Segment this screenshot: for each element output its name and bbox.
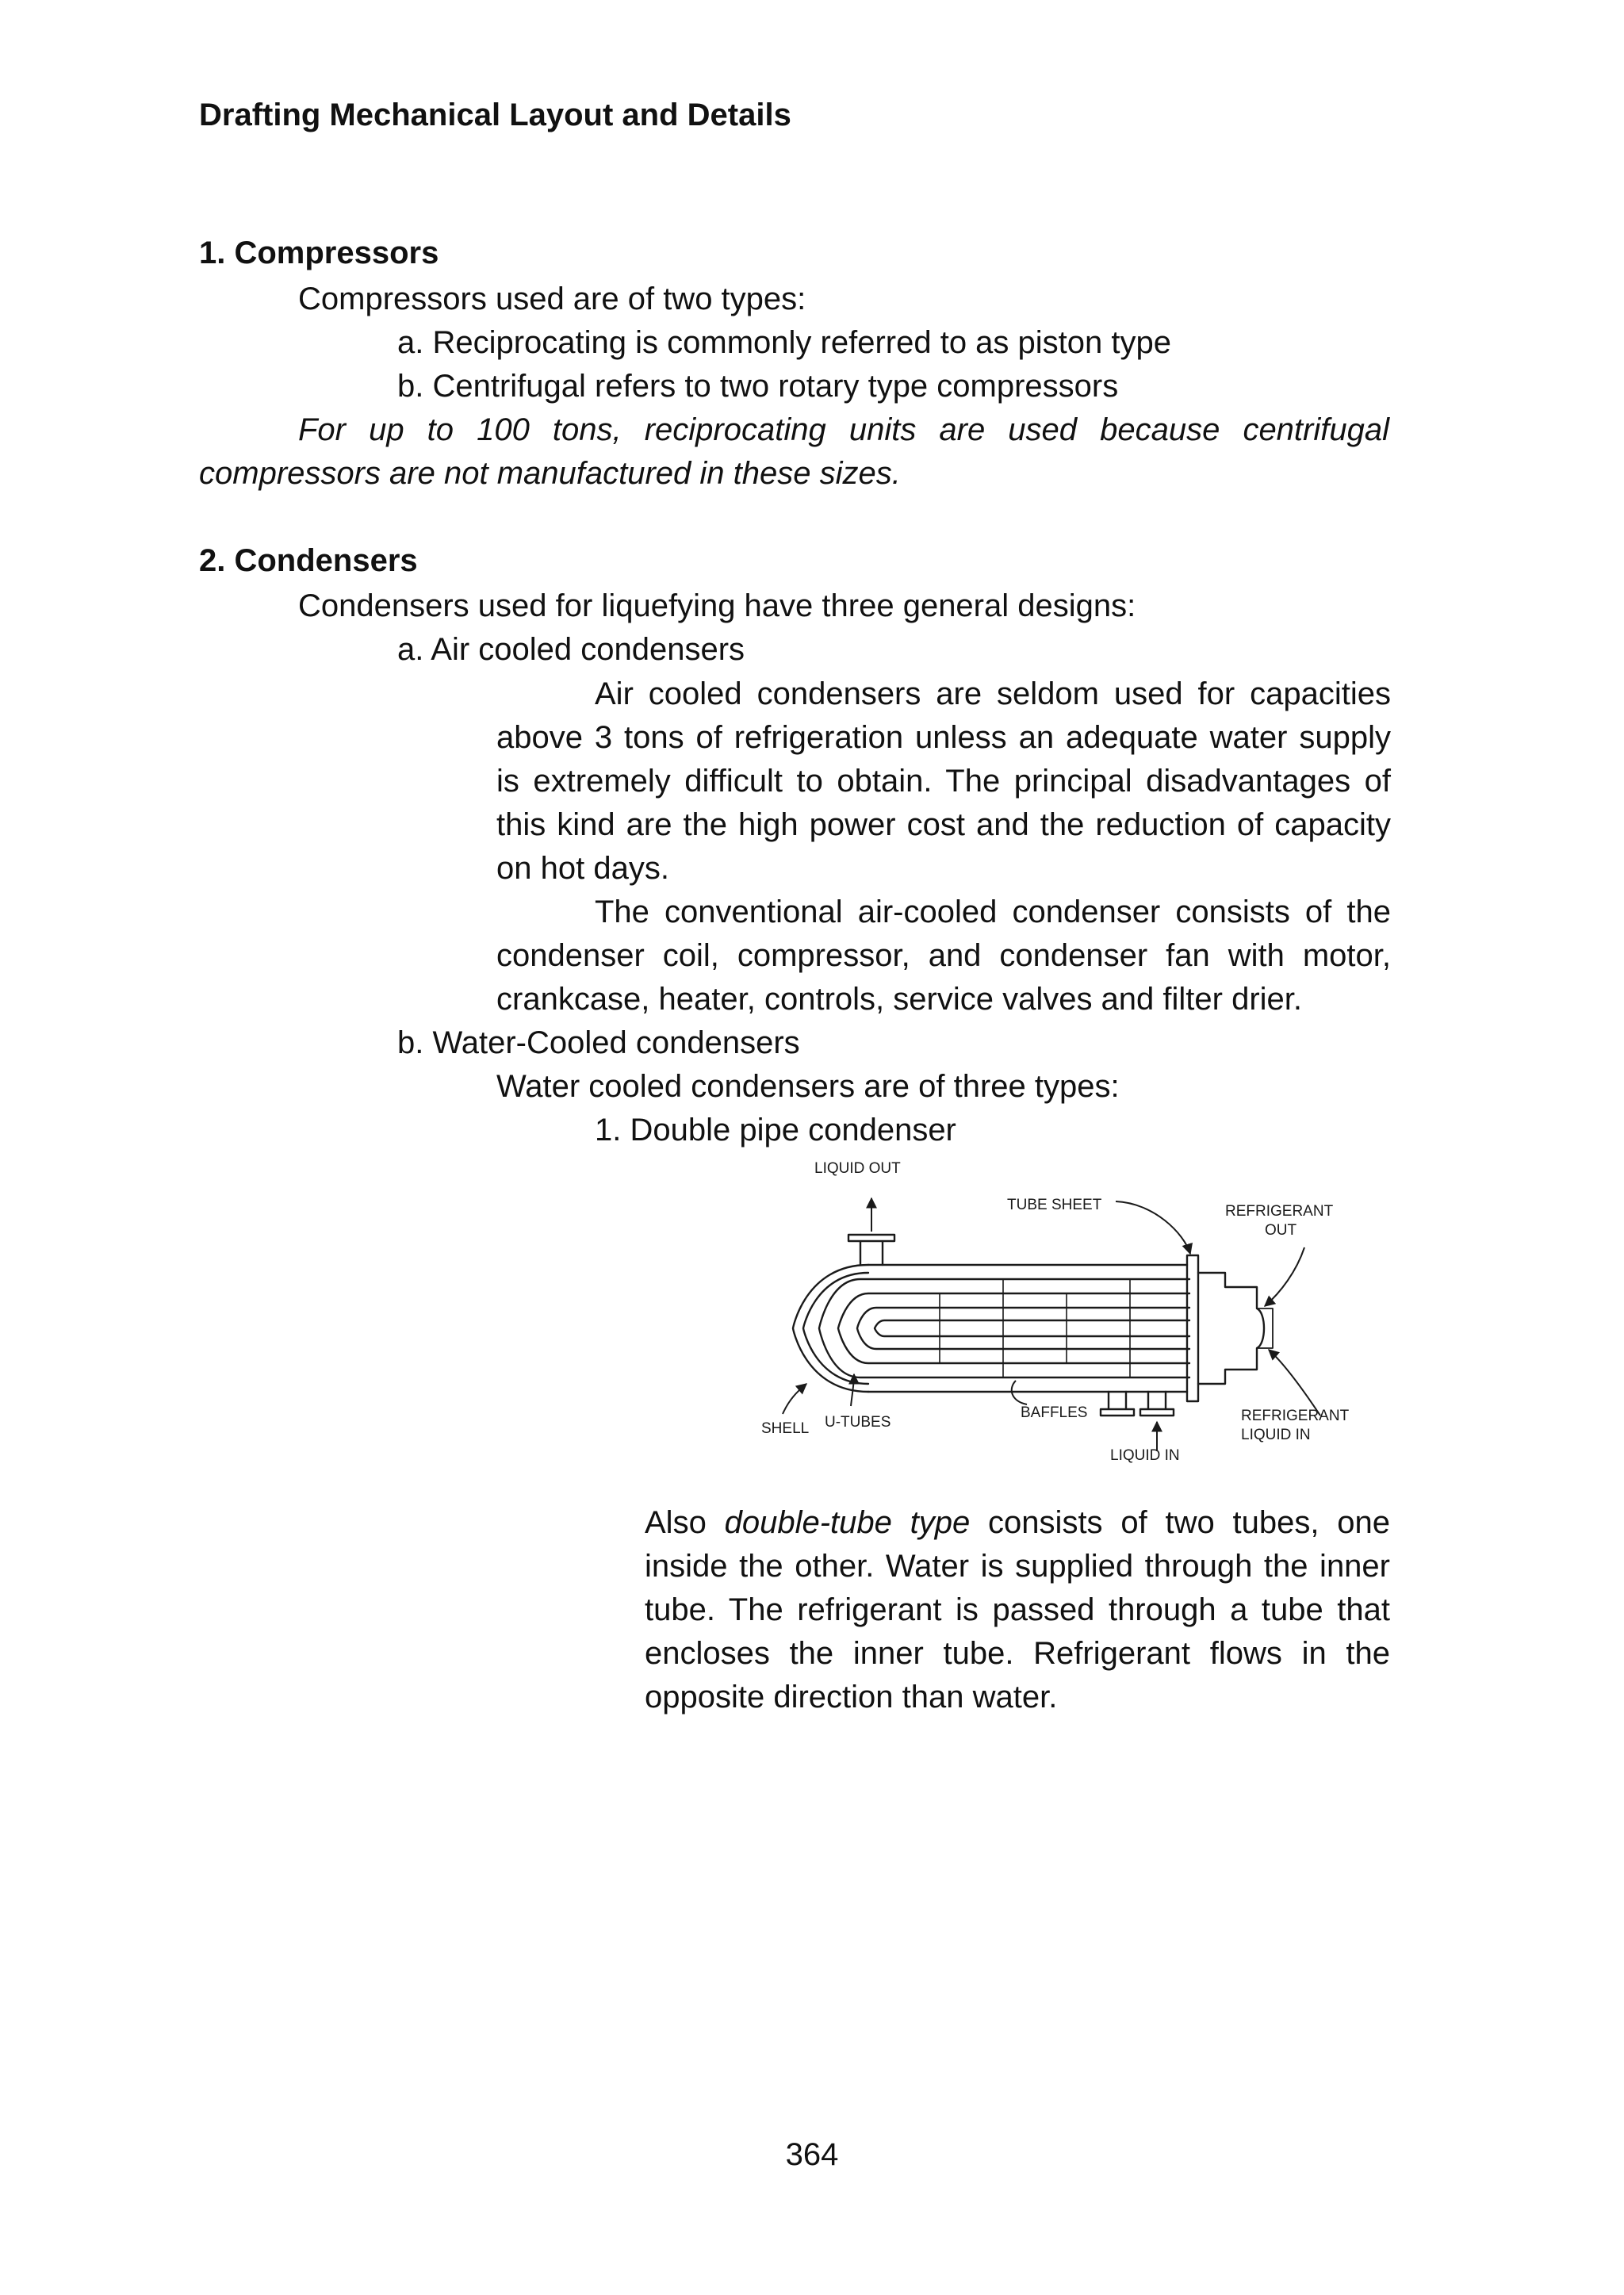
u-tube-3 — [857, 1308, 1189, 1349]
double-tube-desc-line-3: tube. The refrigerant is passed through a tube that — [645, 1592, 1390, 1627]
label-baffles: BAFFLES — [1021, 1404, 1088, 1421]
refrigerant-out-leader — [1265, 1247, 1304, 1306]
section-heading-condensers: 2. Condensers — [199, 543, 418, 578]
air-cooled-title: a. Air cooled condensers — [397, 632, 745, 667]
double-tube-desc-line-1: Also double-tube type consists of two tubes, one — [645, 1505, 1390, 1540]
tube-sheet-leader — [1116, 1201, 1190, 1254]
water-cooled-item-1: 1. Double pipe condenser — [595, 1113, 956, 1148]
air-cooled-p2-line-3: crankcase, heater, controls, service valves and filter drier. — [496, 982, 1303, 1017]
double-pipe-condenser-diagram — [749, 1154, 1368, 1463]
compressors-note-line-1: For up to 100 tons, reciprocating units are used because centrifugal — [298, 412, 1389, 447]
label-liquid-in: LIQUID IN — [1110, 1447, 1180, 1463]
air-cooled-p2-line-2: condenser coil, compressor, and condenser fan with motor, — [496, 938, 1391, 973]
air-cooled-p1-line-5: on hot days. — [496, 851, 669, 886]
label-refrigerant-liquid-in-2: LIQUID IN — [1241, 1427, 1311, 1443]
label-shell: SHELL — [761, 1420, 810, 1437]
compressors-intro: Compressors used are of two types: — [298, 282, 806, 316]
page-number: 364 — [785, 2137, 839, 2172]
running-header: Drafting Mechanical Layout and Details — [199, 98, 791, 132]
double-tube-desc-line-4: encloses the inner tube. Refrigerant flows in the — [645, 1636, 1390, 1671]
air-cooled-p2-line-1: The conventional air-cooled condenser consists of the — [595, 895, 1391, 929]
double-tube-type-emphasis: double-tube type — [724, 1505, 971, 1540]
label-refrigerant-out-2: OUT — [1265, 1222, 1297, 1239]
section-heading-compressors: 1. Compressors — [199, 236, 439, 270]
shell-leader — [783, 1384, 806, 1414]
bottom-nozzle-1 — [1101, 1392, 1134, 1416]
double-tube-desc-line-5: opposite direction than water. — [645, 1680, 1058, 1715]
liquid-in-nozzle — [1140, 1392, 1174, 1416]
air-cooled-p1-line-2: above 3 tons of refrigeration unless an adequate water supply — [496, 720, 1391, 755]
channel-head — [1198, 1273, 1264, 1384]
u-tube-4 — [875, 1320, 1189, 1336]
label-u-tubes: U-TUBES — [825, 1414, 891, 1431]
air-cooled-p1-line-3: is extremely difficult to obtain. The principal disadvantages of — [496, 764, 1391, 799]
water-cooled-title: b. Water-Cooled condensers — [397, 1025, 800, 1060]
compressors-item-b: b. Centrifugal refers to two rotary type compressors — [397, 369, 1119, 404]
air-cooled-p1-line-4: this kind are the high power cost and the reduction of capacity — [496, 807, 1391, 842]
water-cooled-intro: Water cooled condensers are of three types: — [496, 1069, 1120, 1104]
shell-outline — [868, 1265, 1187, 1392]
tube-sheet — [1187, 1255, 1198, 1401]
liquid-out-nozzle — [848, 1235, 894, 1265]
label-liquid-out: LIQUID OUT — [814, 1160, 901, 1177]
refrigerant-in-leader — [1269, 1350, 1320, 1416]
compressors-note-line-2: compressors are not manufactured in these sizes. — [199, 456, 901, 491]
label-refrigerant-out-1: REFRIGERANT — [1225, 1203, 1334, 1220]
double-tube-desc-line-2: inside the other. Water is supplied through the inner — [645, 1549, 1390, 1584]
label-refrigerant-liquid-in-1: REFRIGERANT — [1241, 1408, 1350, 1424]
compressors-item-a: a. Reciprocating is commonly referred to as piston type — [397, 325, 1171, 360]
air-cooled-p1-line-1: Air cooled condensers are seldom used for capacities — [595, 676, 1391, 711]
condensers-intro: Condensers used for liquefying have three general designs: — [298, 588, 1136, 623]
u-tube-2 — [838, 1293, 1189, 1363]
label-tube-sheet: TUBE SHEET — [1007, 1197, 1102, 1213]
